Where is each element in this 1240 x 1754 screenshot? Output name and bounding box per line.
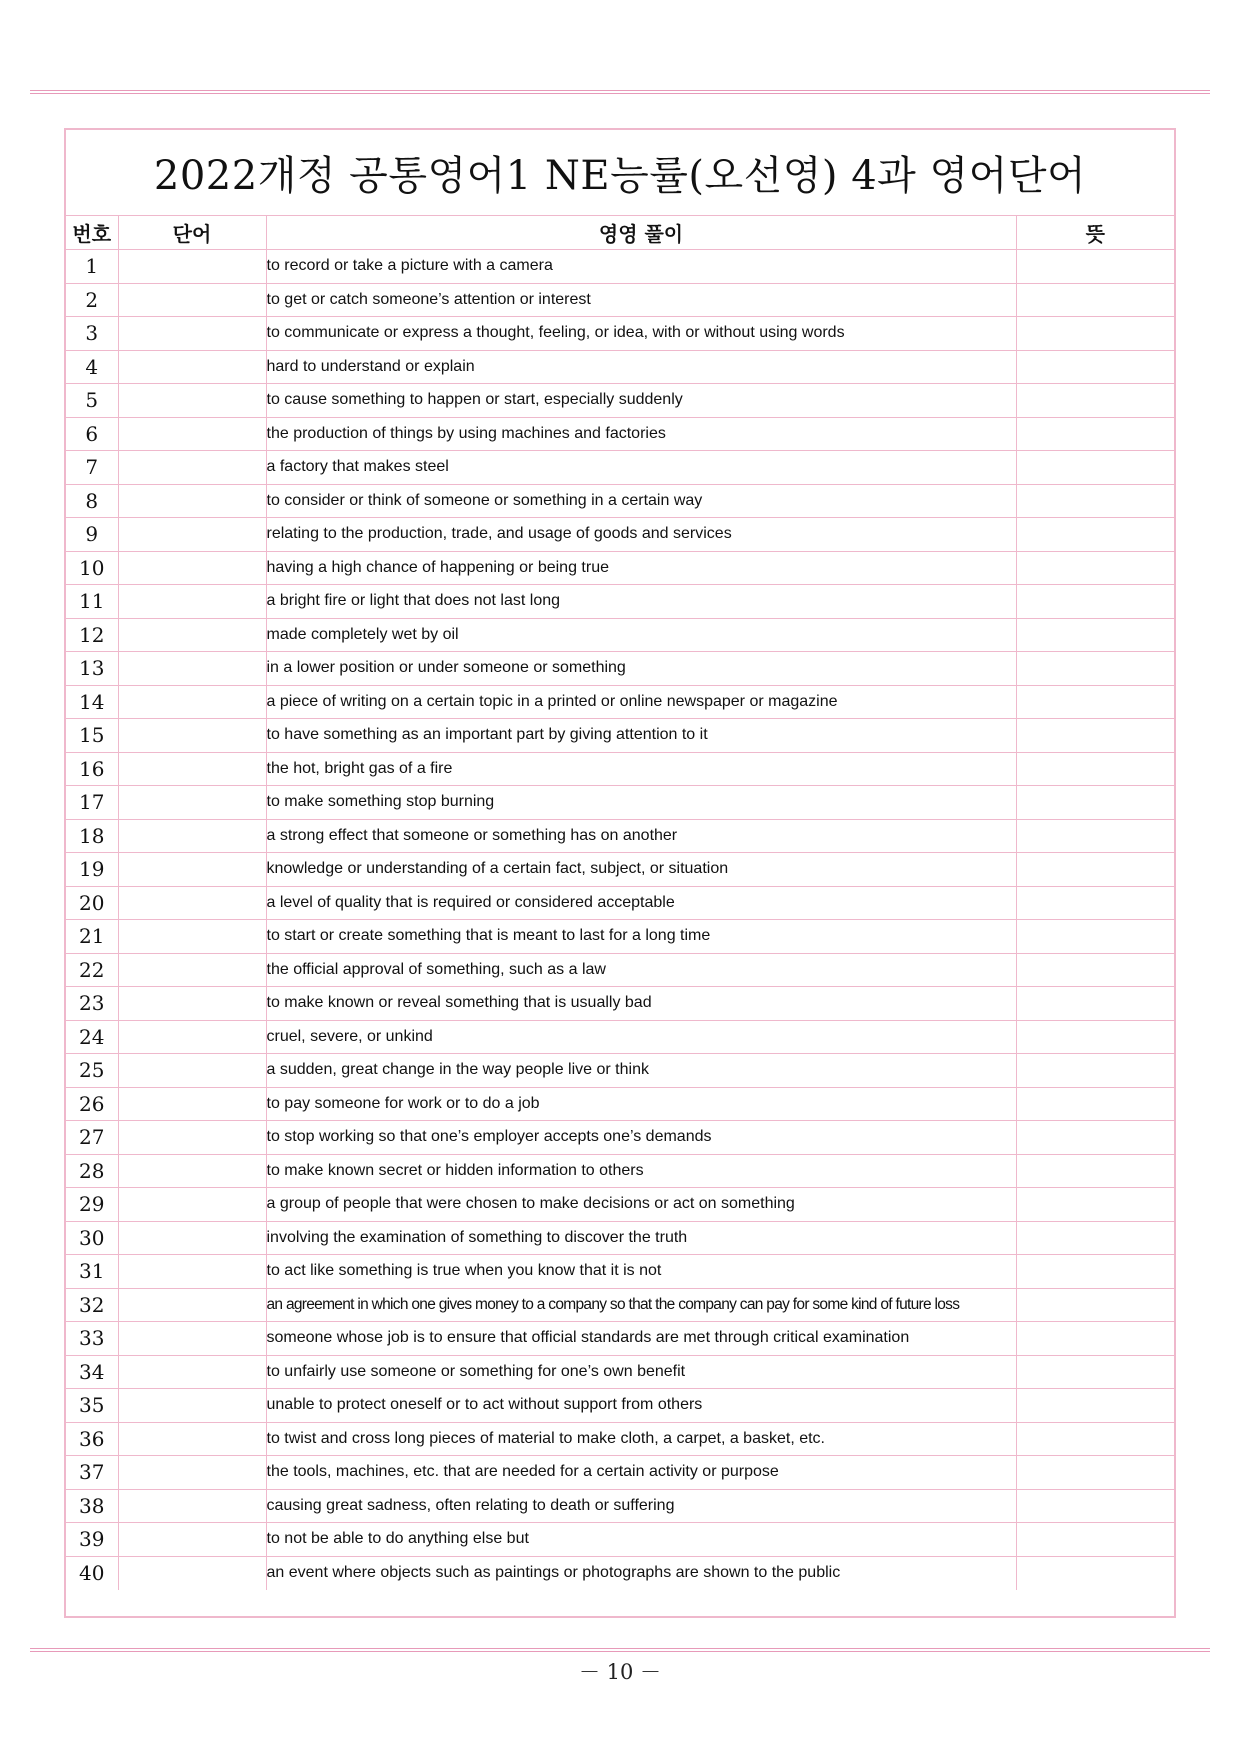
meaning-blank-cell bbox=[1016, 1087, 1174, 1121]
table-header-row bbox=[66, 216, 1174, 250]
word-blank-cell bbox=[118, 819, 266, 853]
word-blank-cell bbox=[118, 1154, 266, 1188]
table-row bbox=[66, 953, 1174, 987]
row-number: 19 bbox=[66, 853, 118, 887]
table-row bbox=[66, 250, 1174, 284]
definition-cell: to not be able to do anything else but bbox=[266, 1523, 1016, 1557]
header-meaning: 뜻 bbox=[1016, 216, 1174, 250]
meaning-blank-cell bbox=[1016, 451, 1174, 485]
definition-cell: to cause something to happen or start, especially suddenly bbox=[266, 384, 1016, 418]
meaning-blank-cell bbox=[1016, 685, 1174, 719]
row-number: 12 bbox=[66, 618, 118, 652]
row-number: 8 bbox=[66, 484, 118, 518]
table-row bbox=[66, 987, 1174, 1021]
word-blank-cell bbox=[118, 417, 266, 451]
definition-cell: to record or take a picture with a camera bbox=[266, 250, 1016, 284]
word-blank-cell bbox=[118, 1188, 266, 1222]
meaning-blank-cell bbox=[1016, 585, 1174, 619]
word-blank-cell bbox=[118, 1556, 266, 1590]
row-number: 16 bbox=[66, 752, 118, 786]
row-number: 38 bbox=[66, 1489, 118, 1523]
meaning-blank-cell bbox=[1016, 719, 1174, 753]
definition-cell: to have something as an important part by giving attention to it bbox=[266, 719, 1016, 753]
meaning-blank-cell bbox=[1016, 317, 1174, 351]
row-number: 20 bbox=[66, 886, 118, 920]
table-row bbox=[66, 350, 1174, 384]
table-row bbox=[66, 652, 1174, 686]
definition-cell: to consider or think of someone or something in a certain way bbox=[266, 484, 1016, 518]
row-number: 7 bbox=[66, 451, 118, 485]
definition-cell: a bright fire or light that does not last long bbox=[266, 585, 1016, 619]
page-number: － 10 － bbox=[578, 1660, 662, 1684]
table-row bbox=[66, 1121, 1174, 1155]
word-blank-cell bbox=[118, 484, 266, 518]
table-row bbox=[66, 1288, 1174, 1322]
row-number: 15 bbox=[66, 719, 118, 753]
row-number: 18 bbox=[66, 819, 118, 853]
meaning-blank-cell bbox=[1016, 652, 1174, 686]
meaning-blank-cell bbox=[1016, 1422, 1174, 1456]
meaning-blank-cell bbox=[1016, 920, 1174, 954]
definition-cell: the official approval of something, such as a law bbox=[266, 953, 1016, 987]
meaning-blank-cell bbox=[1016, 1456, 1174, 1490]
definition-cell: a group of people that were chosen to make decisions or act on something bbox=[266, 1188, 1016, 1222]
row-number: 17 bbox=[66, 786, 118, 820]
word-blank-cell bbox=[118, 1489, 266, 1523]
definition-cell: someone whose job is to ensure that official standards are met through critical examination bbox=[266, 1322, 1016, 1356]
row-number: 32 bbox=[66, 1288, 118, 1322]
word-blank-cell bbox=[118, 786, 266, 820]
row-number: 10 bbox=[66, 551, 118, 585]
row-number: 23 bbox=[66, 987, 118, 1021]
table-row bbox=[66, 1054, 1174, 1088]
row-number: 40 bbox=[66, 1556, 118, 1590]
table-row bbox=[66, 451, 1174, 485]
definition-cell: to make known secret or hidden information to others bbox=[266, 1154, 1016, 1188]
table-row bbox=[66, 317, 1174, 351]
definition-cell: unable to protect oneself or to act without support from others bbox=[266, 1389, 1016, 1423]
table-row bbox=[66, 1456, 1174, 1490]
table-row bbox=[66, 1020, 1174, 1054]
definition-cell: in a lower position or under someone or something bbox=[266, 652, 1016, 686]
meaning-blank-cell bbox=[1016, 484, 1174, 518]
table-row bbox=[66, 417, 1174, 451]
word-blank-cell bbox=[118, 1389, 266, 1423]
meaning-blank-cell bbox=[1016, 1556, 1174, 1590]
word-blank-cell bbox=[118, 853, 266, 887]
meaning-blank-cell bbox=[1016, 1288, 1174, 1322]
row-number: 11 bbox=[66, 585, 118, 619]
meaning-blank-cell bbox=[1016, 1389, 1174, 1423]
definition-cell: a piece of writing on a certain topic in a printed or online newspaper or magazine bbox=[266, 685, 1016, 719]
word-blank-cell bbox=[118, 618, 266, 652]
definition-cell: cruel, severe, or unkind bbox=[266, 1020, 1016, 1054]
table-row bbox=[66, 786, 1174, 820]
word-blank-cell bbox=[118, 685, 266, 719]
meaning-blank-cell bbox=[1016, 417, 1174, 451]
meaning-blank-cell bbox=[1016, 1020, 1174, 1054]
definition-cell: relating to the production, trade, and usage of goods and services bbox=[266, 518, 1016, 552]
row-number: 24 bbox=[66, 1020, 118, 1054]
table-row bbox=[66, 819, 1174, 853]
row-number: 22 bbox=[66, 953, 118, 987]
definition-cell: to make known or reveal something that is usually bad bbox=[266, 987, 1016, 1021]
definition-cell: an agreement in which one gives money to a company so that the company can pay for some kind of future loss bbox=[266, 1288, 1016, 1322]
meaning-blank-cell bbox=[1016, 350, 1174, 384]
definition-cell: to act like something is true when you know that it is not bbox=[266, 1255, 1016, 1289]
table-row bbox=[66, 920, 1174, 954]
definition-cell: the tools, machines, etc. that are needed for a certain activity or purpose bbox=[266, 1456, 1016, 1490]
vocabulary-sheet bbox=[64, 128, 1176, 1618]
row-number: 1 bbox=[66, 250, 118, 284]
word-blank-cell bbox=[118, 920, 266, 954]
word-blank-cell bbox=[118, 953, 266, 987]
row-number: 34 bbox=[66, 1355, 118, 1389]
meaning-blank-cell bbox=[1016, 953, 1174, 987]
bottom-divider bbox=[30, 1648, 1210, 1652]
definition-cell: to make something stop burning bbox=[266, 786, 1016, 820]
header-number: 번호 bbox=[66, 216, 118, 250]
row-number: 6 bbox=[66, 417, 118, 451]
meaning-blank-cell bbox=[1016, 1121, 1174, 1155]
word-blank-cell bbox=[118, 350, 266, 384]
word-blank-cell bbox=[118, 551, 266, 585]
row-number: 26 bbox=[66, 1087, 118, 1121]
definition-cell: the production of things by using machines and factories bbox=[266, 417, 1016, 451]
table-row bbox=[66, 886, 1174, 920]
meaning-blank-cell bbox=[1016, 618, 1174, 652]
definition-cell: to communicate or express a thought, feeling, or idea, with or without using words bbox=[266, 317, 1016, 351]
definition-cell: having a high chance of happening or being true bbox=[266, 551, 1016, 585]
word-blank-cell bbox=[118, 317, 266, 351]
table-row bbox=[66, 1489, 1174, 1523]
word-blank-cell bbox=[118, 1355, 266, 1389]
word-blank-cell bbox=[118, 652, 266, 686]
meaning-blank-cell bbox=[1016, 886, 1174, 920]
header-definition: 영영 풀이 bbox=[266, 216, 1016, 250]
row-number: 31 bbox=[66, 1255, 118, 1289]
word-blank-cell bbox=[118, 1422, 266, 1456]
word-blank-cell bbox=[118, 250, 266, 284]
definition-cell: a strong effect that someone or something has on another bbox=[266, 819, 1016, 853]
table-row bbox=[66, 1389, 1174, 1423]
table-row bbox=[66, 1188, 1174, 1222]
row-number: 30 bbox=[66, 1221, 118, 1255]
definition-cell: to get or catch someone’s attention or interest bbox=[266, 283, 1016, 317]
table-row bbox=[66, 719, 1174, 753]
top-divider bbox=[30, 90, 1210, 94]
row-number: 36 bbox=[66, 1422, 118, 1456]
vocabulary-table bbox=[66, 216, 1174, 1590]
row-number: 28 bbox=[66, 1154, 118, 1188]
definition-cell: involving the examination of something to discover the truth bbox=[266, 1221, 1016, 1255]
row-number: 9 bbox=[66, 518, 118, 552]
word-blank-cell bbox=[118, 752, 266, 786]
definition-cell: to twist and cross long pieces of material to make cloth, a carpet, a basket, etc. bbox=[266, 1422, 1016, 1456]
table-row bbox=[66, 1355, 1174, 1389]
meaning-blank-cell bbox=[1016, 1188, 1174, 1222]
table-row bbox=[66, 585, 1174, 619]
definition-cell: to stop working so that one’s employer accepts one’s demands bbox=[266, 1121, 1016, 1155]
meaning-blank-cell bbox=[1016, 1523, 1174, 1557]
meaning-blank-cell bbox=[1016, 283, 1174, 317]
page-title: 2022개정 공통영어1 NE능률(오선영) 4과 영어단어 bbox=[66, 130, 1174, 216]
row-number: 3 bbox=[66, 317, 118, 351]
table-row bbox=[66, 1523, 1174, 1557]
meaning-blank-cell bbox=[1016, 1489, 1174, 1523]
definition-cell: to start or create something that is meant to last for a long time bbox=[266, 920, 1016, 954]
table-row bbox=[66, 1221, 1174, 1255]
meaning-blank-cell bbox=[1016, 853, 1174, 887]
word-blank-cell bbox=[118, 1221, 266, 1255]
meaning-blank-cell bbox=[1016, 518, 1174, 552]
word-blank-cell bbox=[118, 1288, 266, 1322]
word-blank-cell bbox=[118, 1523, 266, 1557]
row-number: 35 bbox=[66, 1389, 118, 1423]
definition-cell: the hot, bright gas of a fire bbox=[266, 752, 1016, 786]
table-row bbox=[66, 1556, 1174, 1590]
table-row bbox=[66, 1322, 1174, 1356]
word-blank-cell bbox=[118, 384, 266, 418]
word-blank-cell bbox=[118, 1121, 266, 1155]
row-number: 27 bbox=[66, 1121, 118, 1155]
meaning-blank-cell bbox=[1016, 752, 1174, 786]
word-blank-cell bbox=[118, 1322, 266, 1356]
row-number: 33 bbox=[66, 1322, 118, 1356]
table-row bbox=[66, 384, 1174, 418]
table-row bbox=[66, 1087, 1174, 1121]
table-row bbox=[66, 518, 1174, 552]
word-blank-cell bbox=[118, 518, 266, 552]
row-number: 4 bbox=[66, 350, 118, 384]
word-blank-cell bbox=[118, 1054, 266, 1088]
definition-cell: to pay someone for work or to do a job bbox=[266, 1087, 1016, 1121]
row-number: 5 bbox=[66, 384, 118, 418]
row-number: 2 bbox=[66, 283, 118, 317]
table-row bbox=[66, 551, 1174, 585]
word-blank-cell bbox=[118, 886, 266, 920]
word-blank-cell bbox=[118, 987, 266, 1021]
table-row bbox=[66, 1422, 1174, 1456]
meaning-blank-cell bbox=[1016, 250, 1174, 284]
table-row bbox=[66, 752, 1174, 786]
definition-cell: made completely wet by oil bbox=[266, 618, 1016, 652]
word-blank-cell bbox=[118, 283, 266, 317]
table-row bbox=[66, 484, 1174, 518]
word-blank-cell bbox=[118, 719, 266, 753]
row-number: 21 bbox=[66, 920, 118, 954]
table-row bbox=[66, 853, 1174, 887]
meaning-blank-cell bbox=[1016, 1255, 1174, 1289]
header-word: 단어 bbox=[118, 216, 266, 250]
row-number: 29 bbox=[66, 1188, 118, 1222]
row-number: 39 bbox=[66, 1523, 118, 1557]
meaning-blank-cell bbox=[1016, 384, 1174, 418]
definition-cell: causing great sadness, often relating to death or suffering bbox=[266, 1489, 1016, 1523]
word-blank-cell bbox=[118, 1456, 266, 1490]
definition-cell: knowledge or understanding of a certain fact, subject, or situation bbox=[266, 853, 1016, 887]
row-number: 25 bbox=[66, 1054, 118, 1088]
table-row bbox=[66, 283, 1174, 317]
table-row bbox=[66, 685, 1174, 719]
meaning-blank-cell bbox=[1016, 1221, 1174, 1255]
definition-cell: hard to understand or explain bbox=[266, 350, 1016, 384]
row-number: 13 bbox=[66, 652, 118, 686]
word-blank-cell bbox=[118, 1255, 266, 1289]
meaning-blank-cell bbox=[1016, 1054, 1174, 1088]
row-number: 14 bbox=[66, 685, 118, 719]
table-row bbox=[66, 618, 1174, 652]
meaning-blank-cell bbox=[1016, 1322, 1174, 1356]
meaning-blank-cell bbox=[1016, 1355, 1174, 1389]
word-blank-cell bbox=[118, 451, 266, 485]
definition-cell: an event where objects such as paintings or photographs are shown to the public bbox=[266, 1556, 1016, 1590]
definition-cell: a factory that makes steel bbox=[266, 451, 1016, 485]
meaning-blank-cell bbox=[1016, 987, 1174, 1021]
word-blank-cell bbox=[118, 1087, 266, 1121]
definition-cell: to unfairly use someone or something for one’s own benefit bbox=[266, 1355, 1016, 1389]
table-row bbox=[66, 1255, 1174, 1289]
meaning-blank-cell bbox=[1016, 551, 1174, 585]
word-blank-cell bbox=[118, 1020, 266, 1054]
definition-cell: a level of quality that is required or considered acceptable bbox=[266, 886, 1016, 920]
word-blank-cell bbox=[118, 585, 266, 619]
row-number: 37 bbox=[66, 1456, 118, 1490]
meaning-blank-cell bbox=[1016, 1154, 1174, 1188]
table-row bbox=[66, 1154, 1174, 1188]
definition-cell: a sudden, great change in the way people live or think bbox=[266, 1054, 1016, 1088]
meaning-blank-cell bbox=[1016, 786, 1174, 820]
meaning-blank-cell bbox=[1016, 819, 1174, 853]
